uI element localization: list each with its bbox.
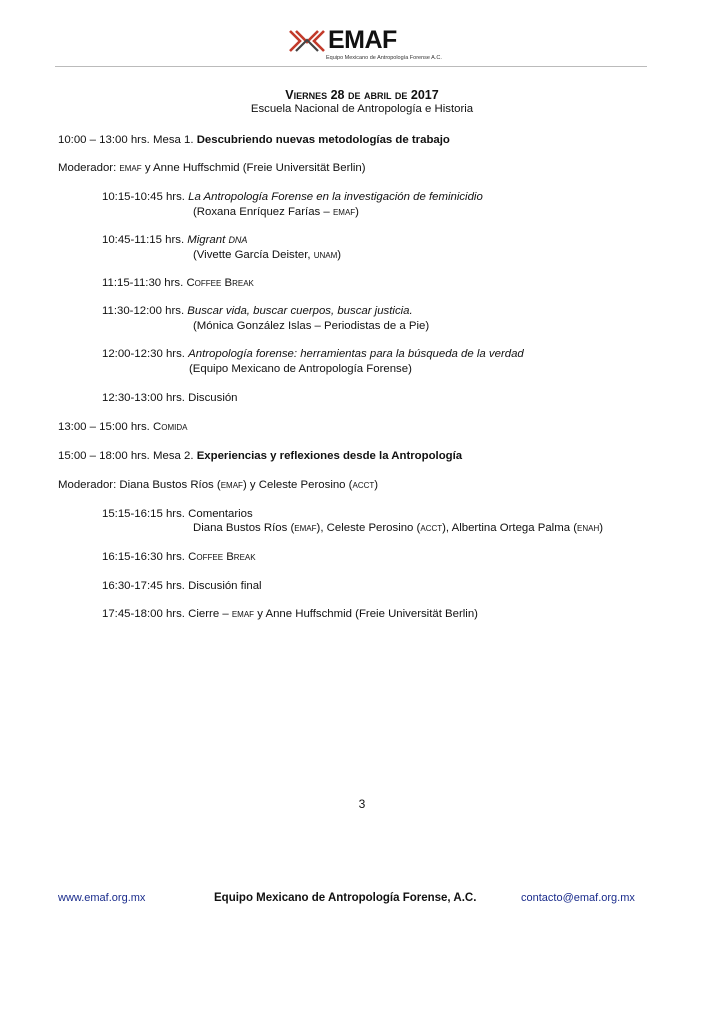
moderator-label: Moderador: [58,162,117,174]
item-title: La Antropología Forense en la investigación de feminicidio [188,191,483,203]
agenda-item [102,277,254,289]
moderator-org: emaf [119,162,142,174]
footer-org-name: Equipo Mexicano de Antropología Forense, A.C. [214,892,477,904]
speaker-org: emaf [294,522,317,534]
agenda-item [102,608,478,620]
moderator-org: emaf [220,479,243,491]
speaker-name: Diana Bustos Ríos ( [193,522,295,534]
item-time: 16:15-16:30 hrs. [102,551,185,563]
agenda-item [102,234,247,246]
page-subtitle: Escuela Nacional de Antropología e Historia [250,103,474,115]
comida-time: 13:00 – 15:00 hrs. [58,421,150,433]
agenda-item [102,392,238,404]
item-label: Cierre – [188,608,229,620]
agenda-item [102,305,413,317]
speaker-org: unam [313,249,338,261]
footer-email-link[interactable]: contacto@emaf.org.mx [521,892,635,904]
item-time: 12:30-13:00 hrs. [102,392,185,404]
moderator-mid: ) y Celeste Perosino ( [242,479,353,491]
item-title: Migrant [187,234,226,246]
moderator-label: Moderador: Diana Bustos Ríos ( [58,479,221,491]
item-time: 11:15-11:30 hrs. [102,277,184,289]
item-speaker: (Equipo Mexicano de Antropología Forense) [189,363,412,375]
item-speaker [193,249,341,261]
item-time: 10:45-11:15 hrs. [102,234,185,246]
item-time: 11:30-12:00 hrs. [102,305,185,317]
comida-label: Comida [153,421,188,433]
speaker-org: acct [420,522,443,534]
page-number: 3 [358,797,366,811]
header-divider [55,66,647,67]
moderator-end: ) [374,479,379,491]
item-label: Comentarios [188,508,253,520]
speaker-end: ) [337,249,342,261]
item-time: 12:00-12:30 hrs. [102,348,185,360]
item-title-abbrev: DNA [228,235,248,245]
speaker-org: emaf [332,206,356,218]
speaker-end: ) [599,522,604,534]
mesa1-moderator [58,162,366,174]
agenda-item [102,348,524,360]
item-label: Coffee Break [186,277,254,289]
page-title: Viernes 28 de abril de 2017 [285,88,439,102]
emaf-logo-mark-icon [288,28,326,54]
logo-wordmark: EMAF [328,26,397,54]
item-label: y Anne Huffschmid (Freie Universität Berlin) [257,608,478,620]
speaker-org: enah [577,522,600,534]
item-time: 15:15-16:15 hrs. [102,508,185,520]
item-speaker [193,522,603,534]
item-label: Coffee Break [188,551,256,563]
agenda-item [102,508,253,520]
speaker-name: ), Celeste Perosino ( [316,522,421,534]
item-time: 10:15-10:45 hrs. [102,191,185,203]
mesa2-time: 15:00 – 18:00 hrs. Mesa 2. [58,450,194,462]
footer-website-link[interactable]: www.emaf.org.mx [58,892,146,904]
item-label: Discusión final [188,580,262,592]
mesa2-moderator [58,479,378,491]
item-title: Antropología forense: herramientas para la búsqueda de la verdad [188,348,524,360]
emaf-logo [288,26,442,66]
speaker-end: ) [355,206,359,218]
comida-row [58,421,187,433]
item-speaker: (Mónica González Islas – Periodistas de a Pie) [193,320,430,332]
moderator-org: acct [352,479,375,491]
mesa2-header [58,450,462,462]
item-speaker [193,206,359,218]
item-time: 17:45-18:00 hrs. [102,608,185,620]
speaker-name: (Vivette García Deister, [193,249,311,261]
mesa2-name: Experiencias y reflexiones desde la Antropología [196,450,463,462]
mesa1-header [58,134,450,146]
moderator-names: y Anne Huffschmid (Freie Universität Berlin) [144,162,366,174]
logo-subtitle: Equipo Mexicano de Antropología Forense A.C. [326,55,442,61]
item-title: Buscar vida, buscar cuerpos, buscar justicia. [187,305,413,317]
agenda-item [102,580,262,592]
speaker-name: (Roxana Enríquez Farías – [193,206,330,218]
agenda-item [102,191,483,203]
mesa1-time: 10:00 – 13:00 hrs. Mesa 1. [58,134,194,146]
agenda-item [102,551,256,563]
item-org: emaf [231,608,255,620]
speaker-name: ), Albertina Ortega Palma ( [442,522,577,534]
mesa1-name: Descubriendo nuevas metodologías de trabajo [196,134,450,146]
item-label: Discusión [188,392,238,404]
item-time: 16:30-17:45 hrs. [102,580,185,592]
